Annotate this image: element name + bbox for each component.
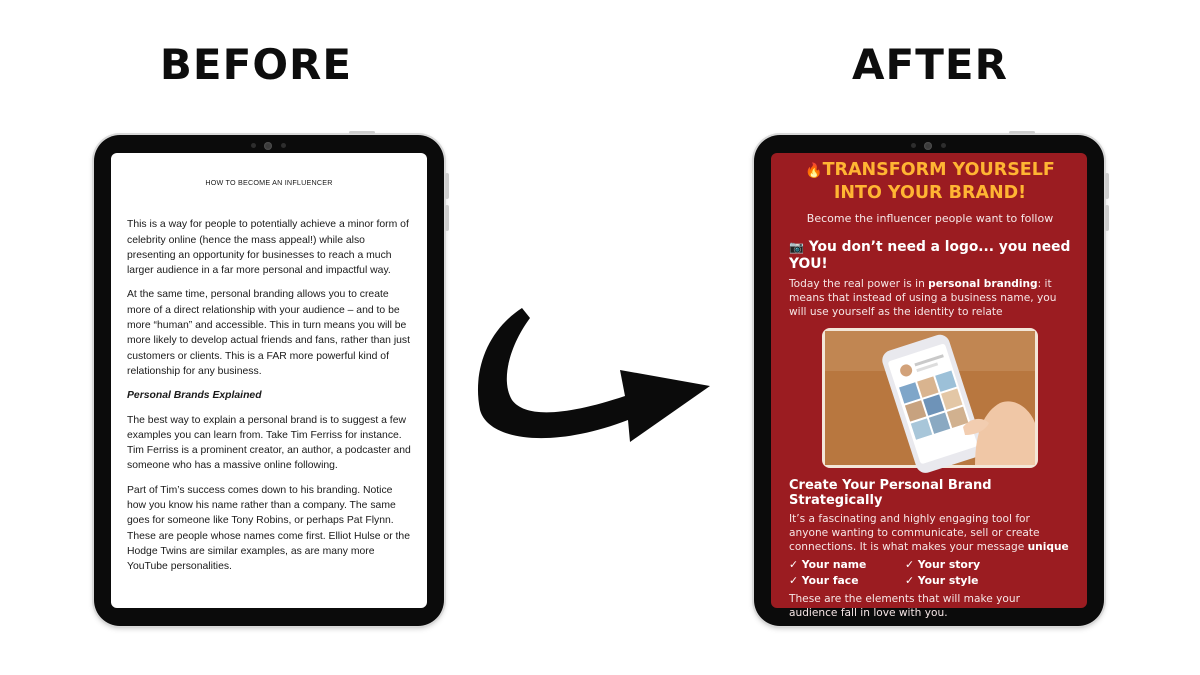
checklist-item: ✓ Your name (789, 558, 867, 571)
fire-icon: 🔥 (805, 163, 823, 179)
branded-document (771, 153, 1087, 620)
front-camera (907, 142, 951, 150)
checklist-item: ✓ Your style (905, 574, 979, 587)
tablet-top-button (349, 131, 375, 134)
section-text-strategy: It’s a fascinating and highly engaging tool for anyone wanting to communicate, sell or create connections. It is what makes your message unique (789, 513, 1069, 553)
brand-subtitle: Become the influencer people want to follow (806, 212, 1054, 225)
checklist-item: ✓ Your face (789, 574, 859, 587)
brand-title: 🔥TRANSFORM YOURSELF INTO YOUR BRAND! (805, 160, 1055, 203)
closing-text: These are the elements that will make your audience fall in love with you. (789, 593, 1020, 619)
document-subheading: Personal Brands Explained (127, 390, 262, 402)
section-heading-strategy: Create Your Personal Brand Strategically (789, 478, 992, 508)
tablet-screen-before (111, 153, 427, 608)
section-heading-logo: 📷 You don’t need a logo... you need YOU! (789, 239, 1071, 272)
checklist-item: ✓ Your story (905, 558, 981, 571)
front-camera (247, 142, 291, 150)
tablet-volume-up-button (1105, 173, 1109, 199)
tablet-top-button (1009, 131, 1035, 134)
tablet-volume-down-button (1105, 205, 1109, 231)
before-heading: BEFORE (159, 40, 353, 89)
document-title: HOW TO BECOME AN INFLUENCER (205, 178, 333, 187)
tablet-volume-up-button (445, 173, 449, 199)
after-heading: AFTER (852, 40, 1008, 89)
section-text-branding: Today the real power is in personal branding: it means that instead of using a business name, you will use yourself as the identity to relate (789, 278, 1057, 318)
tablet-screen-after (771, 153, 1087, 619)
brand-checklist (789, 557, 1071, 588)
tablet-after (754, 135, 1104, 626)
plain-document (111, 153, 427, 575)
document-paragraph: This is a way for people to potentially achieve a minor form of celebrity online (hence the mass appeal!) while also presenting an opportunity for businesses to reach a much larger audience in a far more personal and impactful way. (127, 219, 409, 277)
tablet-volume-down-button (445, 205, 449, 231)
curved-arrow-icon (470, 300, 715, 480)
tablet-before (94, 135, 444, 626)
document-paragraph: At the same time, personal branding allows you to create more of a direct relationship with your audience – and to be more “human” and accessible. This in turn means you will be more likely to develop actual friends and fans, rather than just customers or clients. This is a FAR more powerful kind of relationship for any business. (127, 289, 411, 377)
camera-icon: 📷 (789, 240, 804, 254)
phone-photo (822, 328, 1038, 468)
document-paragraph: The best way to explain a personal brand is to suggest a few examples you can learn from. Take Tim Ferriss for instance. Tim Ferriss is a prominent creator, an author, a podcaster and someone who has a massive online following. (127, 414, 411, 472)
document-paragraph: Part of Tim’s success comes down to his branding. Notice how you know his name rather than a company. The same goes for someone like Tony Robins, or perhaps Pat Flynn. These are people whose names come first. Elliot Hulse or the Hodge Twins are similar examples, as are many more YouTube personalities. (127, 484, 410, 573)
